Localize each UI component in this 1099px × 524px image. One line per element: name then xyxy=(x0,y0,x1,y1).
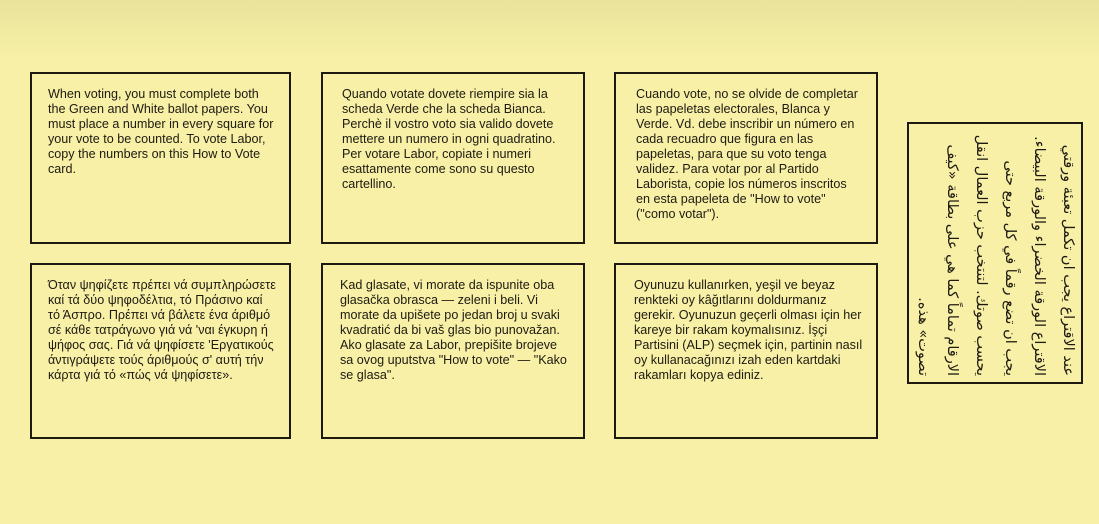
greek-instructions-panel xyxy=(30,263,291,439)
arabic-instructions-text: عند الاقتراع يجب ان تكمل تعبئة ورقتي الاقتراع الورقة الخضراء والورقة البيضاء. يجب ان تضع رقماً في كل مربع حتى يحسب صوتك. لتنتخب حزب العمال انقل الارقام تماماً كما هي على بطاقة «كيف تصوت» هذه. xyxy=(915,134,1076,376)
arabic-rotated-block xyxy=(915,130,1076,376)
turkish-instructions-panel xyxy=(614,263,878,439)
croatian-instructions-text: Kad glasate, vi morate da ispunite oba glasačka obrasca — zeleni i beli. Vi morate da upišete po jedan broj u svaki kvadratić da bi vaš glas bio punovažan. Ako glasate za Labor, prepišite brojeve sa ovog uputstva "How to vote" — "Kako se glasa". xyxy=(340,278,567,382)
top-bleed-shadow xyxy=(0,0,1099,60)
italian-instructions-text: Quando votate dovete riempire sia la scheda Verde che la scheda Bianca. Perchè il vostro voto sia valido dovete mettere un numero in ogni quadratino. Per votare Labor, copiate i numeri esattamente come sono su questo cartellino. xyxy=(342,87,556,191)
greek-instructions-text: Όταν ψηφίζετε πρέπει νά συμπληρώσετε καί τά δύο ψηφοδέλτια, τό Πράσινο καί τό Άσπρο. Πρέπει νά βάλετε ένα άριθμό σέ κάθε τατράγωνο γιά νά 'ναι έγκυρη ή ψήφος σας. Γιά νά ψηφίσετε 'Εργατικούς άντιγράψετε τούς άριθμούς σ' αυτή τήν κάρτα γιά τό «πώς νά ψηφίσετε». xyxy=(48,278,276,382)
italian-instructions-panel xyxy=(321,72,585,244)
arabic-instructions-panel xyxy=(907,122,1083,384)
english-instructions-panel xyxy=(30,72,291,244)
turkish-instructions-text: Oyunuzu kullanırken, yeşil ve beyaz renkteki oy kâğıtlarını doldurmanız gerekir. Oyunuzun geçerli olması için her kareye bir rakam koymalısınız. İşçi Partisini (ALP) seçmek için, partinin nasıl oy kullanacağınızı izah eden kartdaki rakamları kopya ediniz. xyxy=(634,278,863,382)
croatian-instructions-panel xyxy=(321,263,585,439)
spanish-instructions-text: Cuando vote, no se olvide de completar las papeletas electorales, Blanca y Verde. Vd. debe inscribir un número en cada recuadro que figura en las papeletas, para que su voto tenga validez. Para votar por al Partido Laborista, copie los números inscritos en esta papeleta de "How to vote" ("como votar"). xyxy=(636,87,858,221)
english-instructions-text: When voting, you must complete both the Green and White ballot papers. You must place a number in every square for your vote to be counted. To vote Labor, copy the numbers on this How to Vote card. xyxy=(48,87,274,176)
spanish-instructions-panel xyxy=(614,72,878,244)
